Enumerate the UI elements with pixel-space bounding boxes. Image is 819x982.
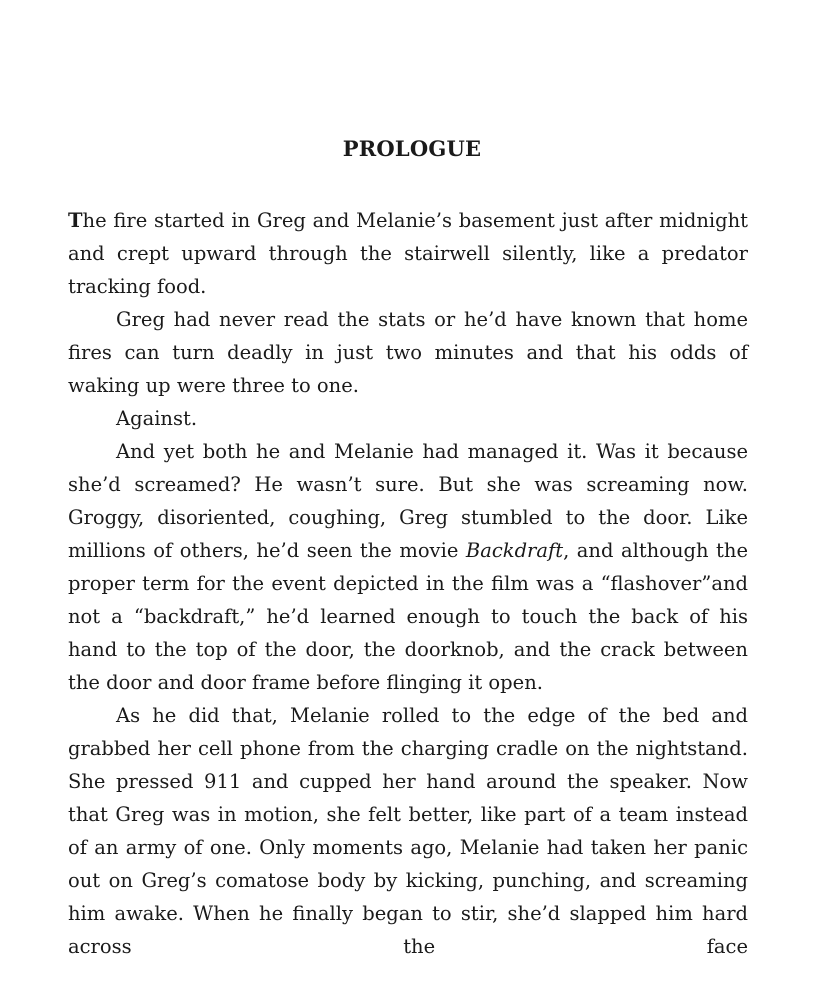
- chapter-body: [68, 204, 748, 963]
- paragraph-4-text-after: , and although the proper term for the event depicted in the film was a “flashover”and not a “backdraft,” he’d learned enough to touch the back of his hand to the top of the door, the doorknob, and the crack between the door and door frame before flinging it open.: [68, 539, 748, 694]
- movie-title-italic: Backdraft: [465, 539, 564, 562]
- paragraph-4-text-before: And yet both he and Melanie had managed it. Was it because she’d screamed? He wasn’t sure. But she was screaming now. Groggy, disoriented, coughing, Greg stumbled to the door. Like millions of others, he’d seen the movie: [68, 440, 748, 562]
- paragraph-1: [68, 204, 748, 303]
- chapter-title: PROLOGUE: [342, 136, 482, 161]
- paragraph-1-text: he fire started in Greg and Melanie’s basement just after midnight and crept upward through the stairwell silently, like a predator tracking food.: [68, 209, 748, 298]
- paragraph-4: [68, 435, 748, 699]
- paragraph-5: As he did that, Melanie rolled to the edge of the bed and grabbed her cell phone from the charging cradle on the nightstand. She pressed 911 and cupped her hand around the speaker. Now that Greg was in motion, she felt better, like part of a team instead of an army of one. Only moments ago, Melanie had taken her panic out on Greg’s comatose body by kicking, punching, and screaming him awake. When he finally began to stir, she’d slapped him hard across the face: [68, 704, 748, 958]
- paragraph-3: Against.: [116, 407, 198, 430]
- book-page: [68, 136, 748, 963]
- paragraph-2: Greg had never read the stats or he’d have known that home fires can turn deadly in just two minutes and that his odds of waking up were three to one.: [68, 308, 748, 397]
- drop-cap-letter: T: [68, 209, 83, 232]
